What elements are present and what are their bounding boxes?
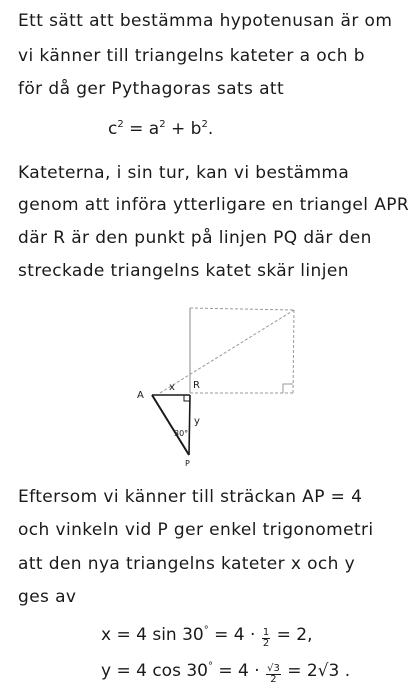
eq-term: y = 4 cos 30	[101, 661, 208, 681]
fraction-denominator: 2	[270, 674, 277, 685]
eq-term: x = 4 sin 30	[101, 625, 204, 645]
text-line: streckade triangelns katet skär linjen	[18, 261, 349, 281]
eq-degree: °	[207, 661, 213, 672]
text-line: Ett sätt att bestämma hypotenusan är om	[18, 11, 393, 31]
right-angle-marker	[184, 395, 190, 401]
text-line: genom att införa ytterligare en triangel APR	[18, 195, 410, 215]
eq-term: = 4 ·	[212, 661, 266, 681]
eq-exponent: 2	[117, 119, 124, 130]
triangle-side-y	[189, 395, 190, 455]
text-line: Kateterna, i sin tur, kan vi bestämma	[18, 163, 350, 183]
label-x: x	[169, 382, 175, 393]
eq-exponent: 2	[201, 119, 208, 130]
eq-exponent: 2	[159, 119, 166, 130]
equation-x	[101, 624, 312, 649]
label-P: P	[185, 459, 190, 468]
text-line: och vinkeln vid P ger enkel trigonometri	[18, 520, 374, 540]
square-side	[190, 308, 294, 310]
eq-term: = 2√3 .	[281, 661, 351, 681]
fraction-numerator: 1	[262, 627, 270, 638]
fraction-numerator: √3	[267, 663, 280, 674]
eq-term: = 2,	[271, 625, 313, 645]
right-angle-marker	[283, 384, 293, 393]
triangle-hypotenuse	[152, 395, 189, 455]
text-line: att den nya triangelns kateter x och y	[18, 554, 356, 574]
fraction	[262, 628, 270, 649]
eq-degree: °	[203, 625, 209, 636]
eq-end: .	[207, 119, 214, 139]
eq-term: = 4 ·	[208, 625, 261, 645]
text-line: vi känner till triangelns kateter a och b	[18, 46, 365, 66]
square-side	[293, 310, 294, 393]
fraction-denominator: 2	[262, 638, 270, 649]
label-y: y	[194, 416, 200, 427]
eq-term: a	[148, 119, 160, 139]
text-line: Eftersom vi känner till sträckan AP = 4	[18, 487, 363, 507]
text-line: för då ger Pythagoras sats att	[18, 79, 285, 99]
label-A: A	[137, 390, 144, 401]
fraction	[266, 664, 281, 685]
equation-y	[101, 660, 350, 685]
eq-operator: =	[123, 119, 149, 139]
label-R: R	[193, 380, 200, 391]
text-line: ges av	[18, 587, 77, 607]
text-line: där R är den punkt på linjen PQ där den	[18, 228, 372, 248]
eq-term: b	[190, 119, 202, 139]
eq-term: c	[108, 119, 118, 139]
label-angle: 30°	[174, 429, 189, 438]
eq-operator: +	[165, 119, 191, 139]
dashed-diagonal	[160, 310, 294, 393]
